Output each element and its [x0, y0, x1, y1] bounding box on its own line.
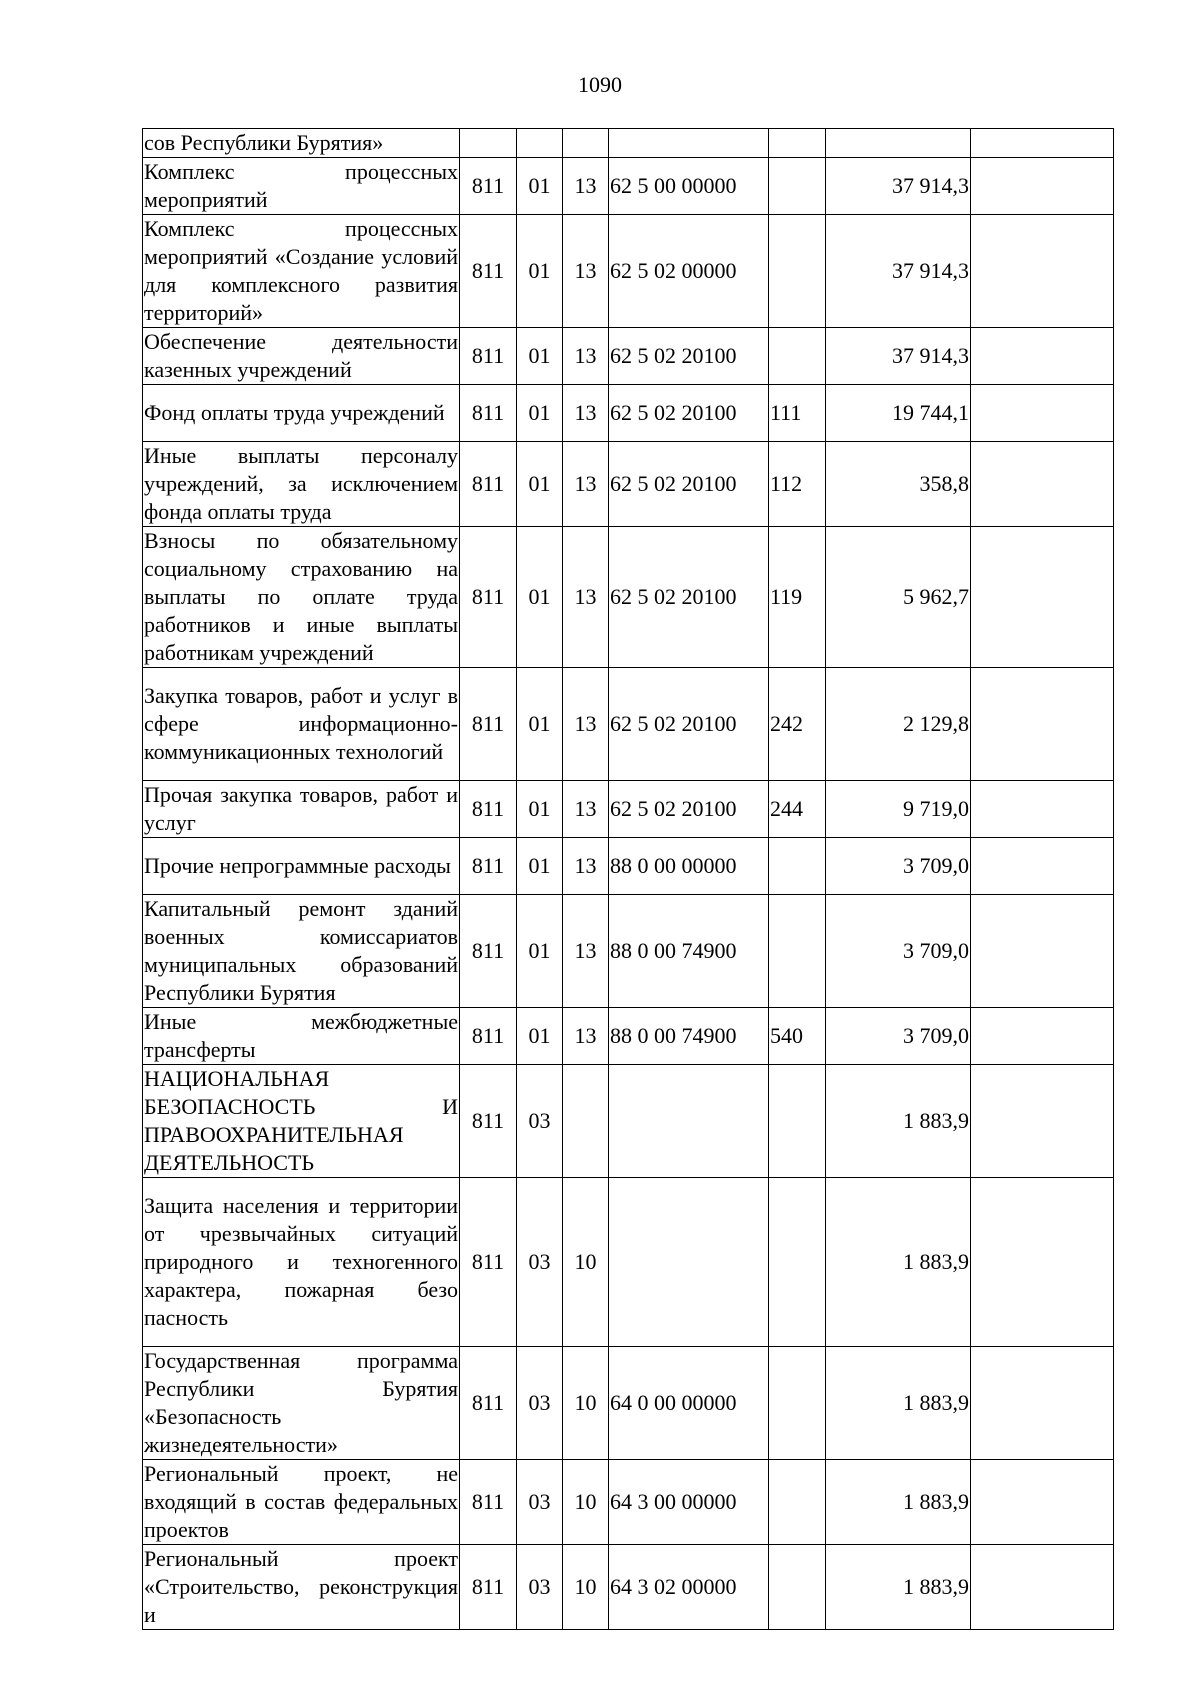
row-extra-cell — [971, 129, 1114, 158]
row-target-cell: 88 0 00 74900 — [609, 895, 769, 1008]
row-code-cell: 811 — [460, 527, 517, 668]
row-name-cell: Региональный проект «Строительство, реконструкция и — [143, 1545, 460, 1630]
row-target-cell: 64 0 00 00000 — [609, 1347, 769, 1460]
row-amount-cell: 37 914,3 — [826, 215, 971, 328]
row-code-cell: 811 — [460, 1065, 517, 1178]
row-subsection-cell: 13 — [563, 158, 609, 215]
row-name-cell: Фонд оплаты труда учреждений — [143, 385, 460, 442]
row-subsection-cell: 13 — [563, 668, 609, 781]
row-section-cell: 03 — [517, 1347, 563, 1460]
row-target-cell: 62 5 02 20100 — [609, 328, 769, 385]
row-amount-cell: 5 962,7 — [826, 527, 971, 668]
row-code-cell: 811 — [460, 781, 517, 838]
row-expense-type-cell: 540 — [769, 1008, 826, 1065]
row-amount-cell: 37 914,3 — [826, 158, 971, 215]
row-code-cell: 811 — [460, 895, 517, 1008]
row-section-cell: 03 — [517, 1178, 563, 1347]
row-amount-cell: 3 709,0 — [826, 895, 971, 1008]
table-row — [143, 1065, 1114, 1178]
row-extra-cell — [971, 1065, 1114, 1178]
table-row — [143, 1347, 1114, 1460]
row-target-cell: 88 0 00 00000 — [609, 838, 769, 895]
row-section-cell: 01 — [517, 527, 563, 668]
row-target-cell — [609, 1178, 769, 1347]
table-row — [143, 1545, 1114, 1630]
row-code-cell: 811 — [460, 328, 517, 385]
table-row — [143, 385, 1114, 442]
row-code-cell: 811 — [460, 668, 517, 781]
row-amount-cell: 37 914,3 — [826, 328, 971, 385]
row-extra-cell — [971, 527, 1114, 668]
budget-table — [142, 128, 1114, 1630]
row-subsection-cell — [563, 129, 609, 158]
row-expense-type-cell — [769, 1460, 826, 1545]
row-section-cell: 01 — [517, 668, 563, 781]
table-row — [143, 215, 1114, 328]
table-row — [143, 781, 1114, 838]
row-name-cell: Региональный проект, не входящий в состав федеральных проектов — [143, 1460, 460, 1545]
row-expense-type-cell — [769, 328, 826, 385]
row-section-cell — [517, 129, 563, 158]
row-extra-cell — [971, 385, 1114, 442]
row-extra-cell — [971, 215, 1114, 328]
row-amount-cell: 19 744,1 — [826, 385, 971, 442]
row-name-cell: НАЦИОНАЛЬНАЯ БЕЗОПАСНОСТЬ И ПРАВООХРАНИТЕЛЬНАЯ ДЕЯТЕЛЬНОСТЬ — [143, 1065, 460, 1178]
table-row — [143, 668, 1114, 781]
row-target-cell: 62 5 02 20100 — [609, 781, 769, 838]
row-subsection-cell: 13 — [563, 895, 609, 1008]
row-name-cell: Защита населения и территории от чрезвычайных ситуаций природного и техногенного характера, пожарная безо пасность — [143, 1178, 460, 1347]
row-target-cell: 62 5 02 20100 — [609, 442, 769, 527]
row-section-cell: 03 — [517, 1460, 563, 1545]
row-target-cell: 64 3 02 00000 — [609, 1545, 769, 1630]
row-name-cell: Взносы по обязательному социальному страхованию на выплаты по оплате труда работников и иные выплаты работникам учреждений — [143, 527, 460, 668]
row-target-cell: 62 5 02 20100 — [609, 668, 769, 781]
row-expense-type-cell: 119 — [769, 527, 826, 668]
row-extra-cell — [971, 442, 1114, 527]
budget-table-body — [143, 129, 1114, 1630]
row-subsection-cell: 13 — [563, 781, 609, 838]
row-code-cell — [460, 129, 517, 158]
row-expense-type-cell — [769, 1545, 826, 1630]
row-name-cell: Комплекс процессных мероприятий «Создание условий для комплексного развития территорий» — [143, 215, 460, 328]
row-subsection-cell: 10 — [563, 1178, 609, 1347]
table-row — [143, 1178, 1114, 1347]
row-extra-cell — [971, 328, 1114, 385]
table-row — [143, 895, 1114, 1008]
row-expense-type-cell — [769, 1178, 826, 1347]
row-amount-cell: 1 883,9 — [826, 1545, 971, 1630]
row-expense-type-cell — [769, 1347, 826, 1460]
row-code-cell: 811 — [460, 1178, 517, 1347]
row-subsection-cell: 13 — [563, 838, 609, 895]
table-row — [143, 527, 1114, 668]
row-subsection-cell: 10 — [563, 1347, 609, 1460]
row-code-cell: 811 — [460, 1460, 517, 1545]
row-target-cell — [609, 129, 769, 158]
row-section-cell: 01 — [517, 838, 563, 895]
row-target-cell: 62 5 02 20100 — [609, 385, 769, 442]
table-row — [143, 1460, 1114, 1545]
row-subsection-cell: 10 — [563, 1545, 609, 1630]
row-amount-cell: 3 709,0 — [826, 1008, 971, 1065]
row-amount-cell: 2 129,8 — [826, 668, 971, 781]
row-name-cell: Иные выплаты персоналу учреждений, за исключением фонда оплаты труда — [143, 442, 460, 527]
row-target-cell: 62 5 02 00000 — [609, 215, 769, 328]
row-target-cell: 62 5 02 20100 — [609, 527, 769, 668]
row-extra-cell — [971, 1008, 1114, 1065]
row-expense-type-cell — [769, 129, 826, 158]
row-expense-type-cell: 242 — [769, 668, 826, 781]
row-section-cell: 03 — [517, 1545, 563, 1630]
row-code-cell: 811 — [460, 1545, 517, 1630]
row-amount-cell — [826, 129, 971, 158]
row-section-cell: 01 — [517, 158, 563, 215]
row-expense-type-cell — [769, 838, 826, 895]
row-section-cell: 01 — [517, 328, 563, 385]
row-target-cell: 64 3 00 00000 — [609, 1460, 769, 1545]
row-extra-cell — [971, 781, 1114, 838]
row-name-cell: Прочие непрограммные расходы — [143, 838, 460, 895]
table-row — [143, 328, 1114, 385]
row-section-cell: 01 — [517, 385, 563, 442]
page-number: 1090 — [578, 72, 622, 97]
row-amount-cell: 1 883,9 — [826, 1460, 971, 1545]
row-extra-cell — [971, 1545, 1114, 1630]
row-extra-cell — [971, 838, 1114, 895]
row-subsection-cell — [563, 1065, 609, 1178]
row-code-cell: 811 — [460, 385, 517, 442]
row-expense-type-cell: 111 — [769, 385, 826, 442]
table-row — [143, 158, 1114, 215]
row-section-cell: 01 — [517, 442, 563, 527]
row-subsection-cell: 13 — [563, 385, 609, 442]
table-row — [143, 442, 1114, 527]
row-amount-cell: 9 719,0 — [826, 781, 971, 838]
row-section-cell: 01 — [517, 1008, 563, 1065]
row-code-cell: 811 — [460, 1008, 517, 1065]
row-amount-cell: 1 883,9 — [826, 1065, 971, 1178]
row-section-cell: 01 — [517, 781, 563, 838]
row-extra-cell — [971, 668, 1114, 781]
row-extra-cell — [971, 1460, 1114, 1545]
row-extra-cell — [971, 1178, 1114, 1347]
row-code-cell: 811 — [460, 215, 517, 328]
row-target-cell: 88 0 00 74900 — [609, 1008, 769, 1065]
row-name-cell: Капитальный ремонт зданий военных комиссариатов муниципальных образований Республики Бурятия — [143, 895, 460, 1008]
row-expense-type-cell — [769, 215, 826, 328]
row-name-cell: Закупка товаров, работ и услуг в сфере информационно-коммуникационных технологий — [143, 668, 460, 781]
row-name-cell: Государственная программа Республики Бурятия «Безопасность жизнедеятельности» — [143, 1347, 460, 1460]
row-name-cell: Обеспечение деятельности казенных учреждений — [143, 328, 460, 385]
row-amount-cell: 358,8 — [826, 442, 971, 527]
row-subsection-cell: 13 — [563, 1008, 609, 1065]
row-code-cell: 811 — [460, 1347, 517, 1460]
row-subsection-cell: 13 — [563, 215, 609, 328]
row-section-cell: 03 — [517, 1065, 563, 1178]
row-extra-cell — [971, 158, 1114, 215]
row-expense-type-cell: 112 — [769, 442, 826, 527]
row-subsection-cell: 13 — [563, 527, 609, 668]
row-section-cell: 01 — [517, 215, 563, 328]
row-expense-type-cell — [769, 1065, 826, 1178]
row-expense-type-cell — [769, 158, 826, 215]
row-subsection-cell: 13 — [563, 442, 609, 527]
row-expense-type-cell — [769, 895, 826, 1008]
row-extra-cell — [971, 1347, 1114, 1460]
row-name-cell: Иные межбюджетные трансферты — [143, 1008, 460, 1065]
row-code-cell: 811 — [460, 158, 517, 215]
row-name-cell: сов Республики Бурятия» — [143, 129, 460, 158]
row-expense-type-cell: 244 — [769, 781, 826, 838]
row-code-cell: 811 — [460, 838, 517, 895]
row-section-cell: 01 — [517, 895, 563, 1008]
row-amount-cell: 3 709,0 — [826, 838, 971, 895]
row-name-cell: Прочая закупка товаров, работ и услуг — [143, 781, 460, 838]
row-amount-cell: 1 883,9 — [826, 1178, 971, 1347]
row-name-cell: Комплекс процессных мероприятий — [143, 158, 460, 215]
table-row — [143, 838, 1114, 895]
row-target-cell — [609, 1065, 769, 1178]
row-code-cell: 811 — [460, 442, 517, 527]
table-row — [143, 1008, 1114, 1065]
row-target-cell: 62 5 00 00000 — [609, 158, 769, 215]
row-subsection-cell: 10 — [563, 1460, 609, 1545]
row-subsection-cell: 13 — [563, 328, 609, 385]
row-extra-cell — [971, 895, 1114, 1008]
row-amount-cell: 1 883,9 — [826, 1347, 971, 1460]
table-row — [143, 129, 1114, 158]
